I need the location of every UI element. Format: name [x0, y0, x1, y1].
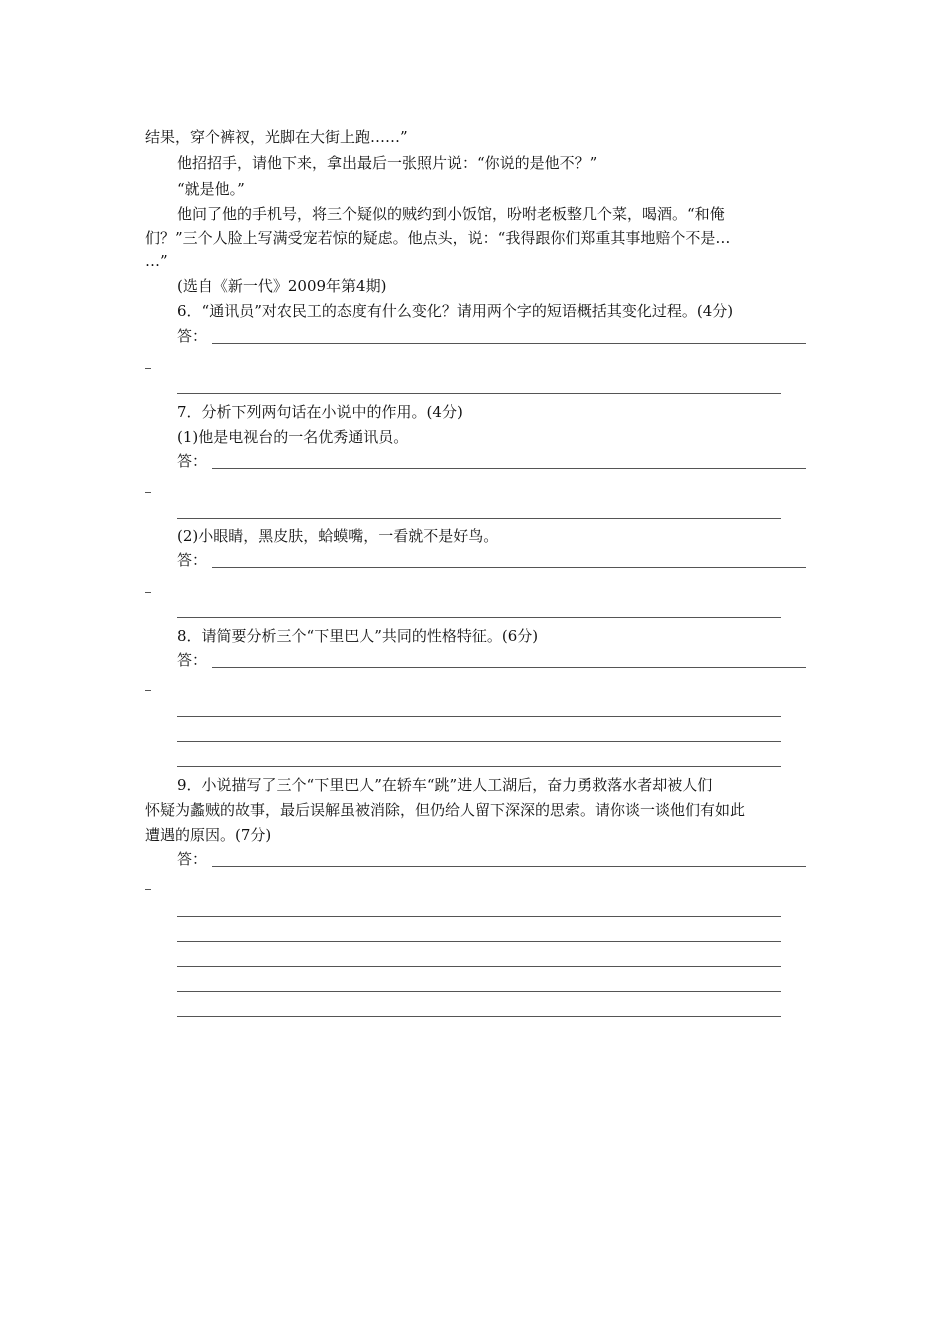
question-8: 8．请简要分析三个“下里巴人”共同的性格特征。(6分): [177, 627, 539, 645]
passage-line-3: “就是他。”: [177, 180, 245, 198]
answer-line-q6-2[interactable]: [177, 393, 781, 394]
passage-line-4: 他问了他的手机号，将三个疑似的贼约到小饭馆，吩咐老板整几个菜，喝酒。“和俺: [177, 205, 725, 223]
line-break-dash: [145, 889, 151, 890]
answer-line-q8-1[interactable]: [212, 667, 806, 668]
question-9-line-1: 9．小说描写了三个“下里巴人”在轿车“跳”进人工湖后，奋力勇救落水者却被人们: [177, 776, 713, 794]
answer-line-q9-6[interactable]: [177, 1016, 781, 1017]
question-6: 6．“通讯员”对农民工的态度有什么变化？请用两个字的短语概括其变化过程。(4分): [177, 302, 734, 320]
answer-label-q7-1: 答：: [177, 452, 208, 470]
answer-line-q9-4[interactable]: [177, 966, 781, 967]
line-break-dash: [145, 592, 151, 593]
passage-line-2: 他招招手，请他下来，拿出最后一张照片说：“你说的是他不？”: [177, 154, 598, 172]
question-7: 7．分析下列两句话在小说中的作用。(4分): [177, 403, 463, 421]
passage-line-5: 们？”三个人脸上写满受宠若惊的疑虑。他点头，说：“我得跟你们郑重其事地赔个不是…: [145, 229, 731, 247]
answer-line-q7-2-a[interactable]: [212, 567, 806, 568]
answer-line-q6-1[interactable]: [212, 343, 806, 344]
answer-label-q8: 答：: [177, 651, 208, 669]
question-7-sentence-1: (1)他是电视台的一名优秀通讯员。: [177, 428, 409, 446]
answer-line-q7-2-b[interactable]: [177, 617, 781, 618]
passage-line-1: 结果，穿个裤衩，光脚在大街上跑……”: [145, 128, 408, 146]
question-9-line-2: 怀疑为蠡贼的故事，最后误解虽被消除，但仍给人留下深深的思索。请你谈一谈他们有如此: [145, 801, 746, 819]
line-break-dash: [145, 690, 151, 691]
line-break-dash: [145, 368, 151, 369]
question-7-sentence-2: (2)小眼睛，黑皮肤，蛤蟆嘴，一看就不是好鸟。: [177, 527, 499, 545]
answer-line-q9-2[interactable]: [177, 916, 781, 917]
answer-line-q9-5[interactable]: [177, 991, 781, 992]
answer-line-q8-4[interactable]: [177, 766, 781, 767]
answer-line-q7-1-a[interactable]: [212, 468, 806, 469]
answer-label-q6: 答：: [177, 327, 208, 345]
answer-label-q7-2: 答：: [177, 551, 208, 569]
passage-line-6: …”: [145, 252, 168, 270]
answer-label-q9: 答：: [177, 850, 208, 868]
passage-source: (选自《新一代》2009年第4期): [177, 277, 387, 295]
question-9-line-3: 遭遇的原因。(7分): [145, 826, 272, 844]
answer-line-q9-1[interactable]: [212, 866, 806, 867]
line-break-dash: [145, 492, 151, 493]
answer-line-q7-1-b[interactable]: [177, 518, 781, 519]
answer-line-q9-3[interactable]: [177, 941, 781, 942]
answer-line-q8-2[interactable]: [177, 716, 781, 717]
answer-line-q8-3[interactable]: [177, 741, 781, 742]
